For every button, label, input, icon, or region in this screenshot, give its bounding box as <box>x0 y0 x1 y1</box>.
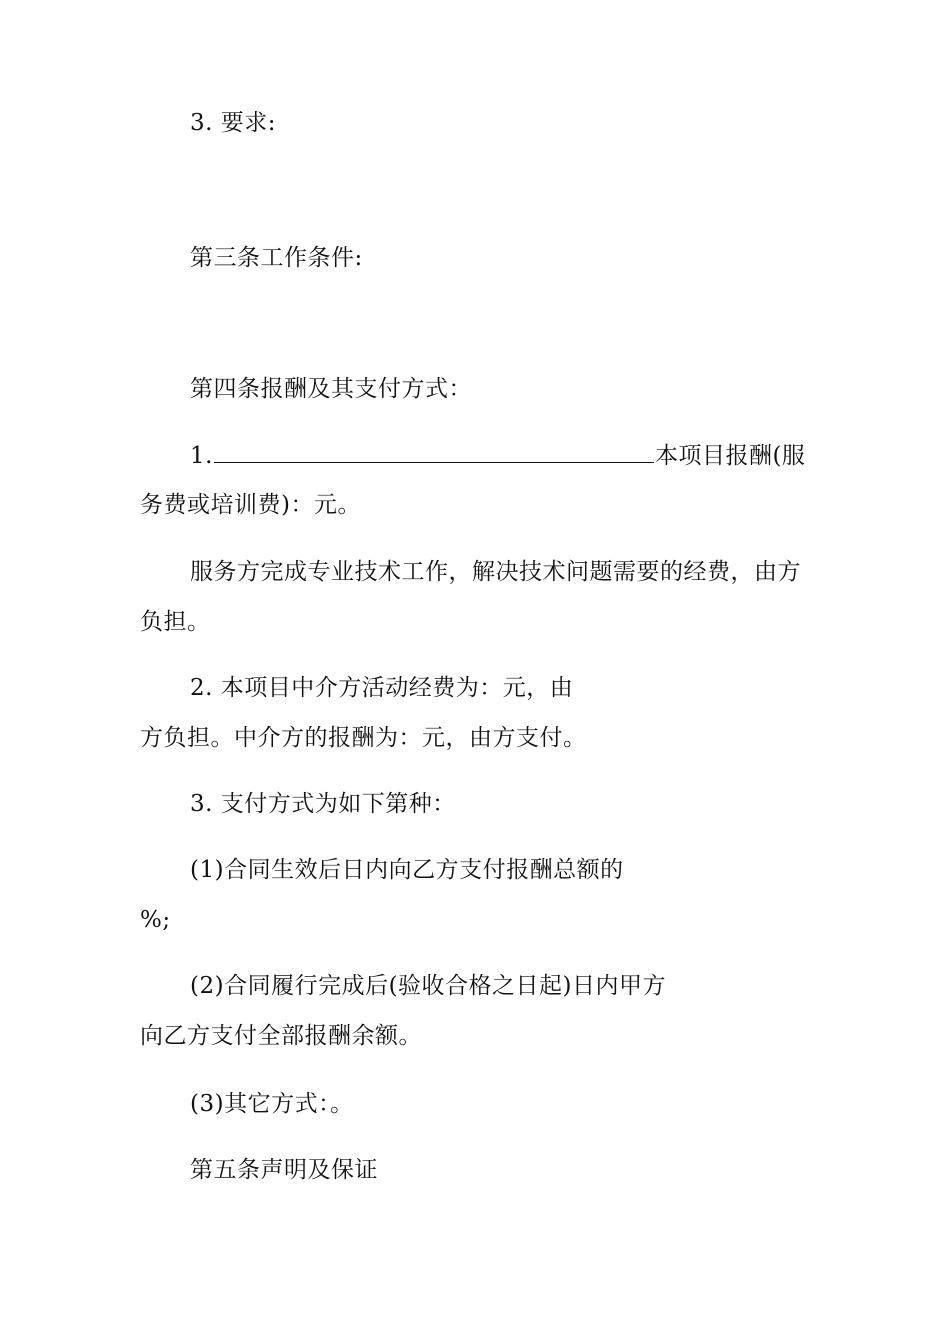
payment-option-1-line-1: (1)合同生效后日内向乙方支付报酬总额的 <box>190 857 624 883</box>
article-3-title: 第三条工作条件: <box>190 245 363 271</box>
expense-paragraph-line-1: 服务方完成专业技术工作，解决技术问题需要的经费，由方 <box>190 559 801 585</box>
remuneration-clause-line-1 <box>190 438 805 471</box>
payment-method-title: 3. 支付方式为如下第种： <box>190 791 456 817</box>
blank-fill-line <box>214 438 654 463</box>
expense-paragraph-line-2: 负担。 <box>140 609 211 635</box>
intermediary-fee-line-1: 2. 本项目中介方活动经费为：元，由 <box>190 675 574 701</box>
remuneration-clause-line-2: 务费或培训费)：元。 <box>140 492 361 518</box>
clause-text: 本项目报酬(服 <box>654 443 806 469</box>
article-4-title: 第四条报酬及其支付方式： <box>190 376 472 402</box>
payment-option-3: (3)其它方式：。 <box>190 1091 354 1117</box>
payment-option-2-line-1: (2)合同履行完成后(验收合格之日起)日内甲方 <box>190 973 667 999</box>
article-5-title: 第五条声明及保证 <box>190 1157 378 1183</box>
payment-option-2-line-2: 向乙方支付全部报酬余额。 <box>140 1023 422 1049</box>
payment-option-1-line-2: %; <box>140 907 171 933</box>
intermediary-fee-line-2: 方负担。中介方的报酬为：元，由方支付。 <box>140 725 587 751</box>
clause-number: 1. <box>190 443 213 469</box>
item-3-requirements: 3. 要求: <box>190 110 277 136</box>
